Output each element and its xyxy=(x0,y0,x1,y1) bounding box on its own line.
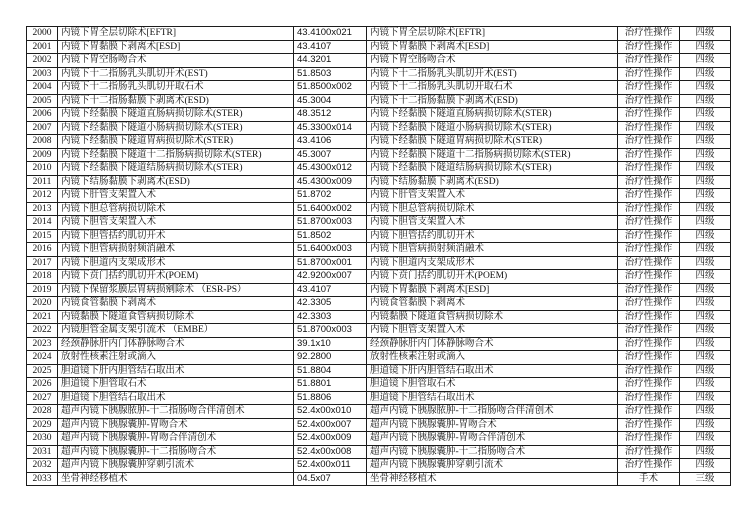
procedure-code-cell: 51.8502 xyxy=(294,229,367,243)
procedure-code-cell: 51.8700x001 xyxy=(294,256,367,270)
category-cell: 治疗性操作 xyxy=(618,297,680,311)
table-row xyxy=(27,256,731,270)
procedure-name-cell: 超声内镜下胰腺囊肿-胃吻合伴清创术 xyxy=(58,432,294,446)
procedure-name-cell: 内镜下胃空肠吻合术 xyxy=(58,54,294,68)
standard-name-cell: 超声内镜下胰腺囊肿-胃吻合术 xyxy=(367,418,618,432)
row-number-cell: 2017 xyxy=(27,256,58,270)
table-row xyxy=(27,81,731,95)
level-cell: 四级 xyxy=(680,27,731,41)
level-cell: 四级 xyxy=(680,229,731,243)
row-number-cell: 2026 xyxy=(27,378,58,392)
row-number-cell: 2028 xyxy=(27,405,58,419)
category-cell: 治疗性操作 xyxy=(618,378,680,392)
procedure-code-cell: 92.2800 xyxy=(294,351,367,365)
table-row xyxy=(27,310,731,324)
level-cell: 四级 xyxy=(680,432,731,446)
category-cell: 治疗性操作 xyxy=(618,108,680,122)
procedure-code-cell: 52.4x00x011 xyxy=(294,459,367,473)
procedure-code-cell: 51.8500x002 xyxy=(294,81,367,95)
category-cell: 治疗性操作 xyxy=(618,135,680,149)
row-number-cell: 2024 xyxy=(27,351,58,365)
procedure-code-cell: 52.4x00x009 xyxy=(294,432,367,446)
level-cell: 四级 xyxy=(680,148,731,162)
category-cell: 治疗性操作 xyxy=(618,391,680,405)
row-number-cell: 2031 xyxy=(27,445,58,459)
procedure-name-cell: 内镜下结肠黏膜下剥离术(ESD) xyxy=(58,175,294,189)
standard-name-cell: 内镜下胆道内支架成形术 xyxy=(367,256,618,270)
procedure-name-cell: 坐骨神经移植术 xyxy=(58,472,294,486)
procedure-code-cell: 43.4107 xyxy=(294,40,367,54)
row-number-cell: 2030 xyxy=(27,432,58,446)
standard-name-cell: 内镜下十二指肠乳头肌切开术(EST) xyxy=(367,67,618,81)
procedure-name-cell: 胆道镜下胆管取石术 xyxy=(58,378,294,392)
category-cell: 治疗性操作 xyxy=(618,81,680,95)
standard-name-cell: 内镜下肝管支架置入术 xyxy=(367,189,618,203)
level-cell: 四级 xyxy=(680,459,731,473)
row-number-cell: 2013 xyxy=(27,202,58,216)
category-cell: 治疗性操作 xyxy=(618,459,680,473)
row-number-cell: 2000 xyxy=(27,27,58,41)
table-row xyxy=(27,324,731,338)
level-cell: 四级 xyxy=(680,256,731,270)
category-cell: 治疗性操作 xyxy=(618,270,680,284)
standard-name-cell: 内镜下结肠黏膜下剥离术(ESD) xyxy=(367,175,618,189)
level-cell: 四级 xyxy=(680,81,731,95)
procedure-code-cell: 43.4107 xyxy=(294,283,367,297)
table-row xyxy=(27,297,731,311)
row-number-cell: 2012 xyxy=(27,189,58,203)
standard-name-cell: 胆道镜下肝内胆管结石取出术 xyxy=(367,364,618,378)
category-cell: 治疗性操作 xyxy=(618,418,680,432)
level-cell: 四级 xyxy=(680,283,731,297)
row-number-cell: 2023 xyxy=(27,337,58,351)
standard-name-cell: 超声内镜下胰腺囊肿穿刺引流术 xyxy=(367,459,618,473)
category-cell: 治疗性操作 xyxy=(618,189,680,203)
procedure-name-cell: 内镜下胆管病损射频消融术 xyxy=(58,243,294,257)
category-cell: 治疗性操作 xyxy=(618,405,680,419)
procedure-name-cell: 内镜下贲门括约肌切开术(POEM) xyxy=(58,270,294,284)
procedure-code-cell: 52.4x00x007 xyxy=(294,418,367,432)
procedure-code-cell: 51.8503 xyxy=(294,67,367,81)
standard-name-cell: 内镜下胆管支架置入术 xyxy=(367,324,618,338)
category-cell: 治疗性操作 xyxy=(618,283,680,297)
level-cell: 四级 xyxy=(680,270,731,284)
procedure-code-cell: 04.5x07 xyxy=(294,472,367,486)
procedure-code-cell: 45.4300x009 xyxy=(294,175,367,189)
procedure-name-cell: 内镜下经黏膜下隧道结肠病损切除术(STER) xyxy=(58,162,294,176)
category-cell: 治疗性操作 xyxy=(618,432,680,446)
standard-name-cell: 坐骨神经移植术 xyxy=(367,472,618,486)
procedure-code-cell: 39.1x10 xyxy=(294,337,367,351)
table-row xyxy=(27,216,731,230)
procedure-name-cell: 胆道镜下肝内胆管结石取出术 xyxy=(58,364,294,378)
table-row xyxy=(27,243,731,257)
table-row xyxy=(27,445,731,459)
level-cell: 四级 xyxy=(680,418,731,432)
procedure-name-cell: 内镜胆管金属支架引流术 （EMBE） xyxy=(58,324,294,338)
category-cell: 治疗性操作 xyxy=(618,175,680,189)
table-row xyxy=(27,40,731,54)
standard-name-cell: 内镜下胆总管病损切除术 xyxy=(367,202,618,216)
procedure-name-cell: 内镜下胆总管病损切除术 xyxy=(58,202,294,216)
procedure-code-cell: 42.3303 xyxy=(294,310,367,324)
row-number-cell: 2009 xyxy=(27,148,58,162)
row-number-cell: 2027 xyxy=(27,391,58,405)
category-cell: 治疗性操作 xyxy=(618,445,680,459)
standard-name-cell: 内镜下胆管括约肌切开术 xyxy=(367,229,618,243)
table-row xyxy=(27,337,731,351)
procedure-name-cell: 超声内镜下胰腺囊肿-十二指肠吻合术 xyxy=(58,445,294,459)
table-row xyxy=(27,121,731,135)
procedure-name-cell: 内镜下经黏膜下隧道小肠病损切除术(STER) xyxy=(58,121,294,135)
standard-name-cell: 经颈静脉肝内门体静脉吻合术 xyxy=(367,337,618,351)
category-cell: 治疗性操作 xyxy=(618,229,680,243)
category-cell: 治疗性操作 xyxy=(618,337,680,351)
procedure-code-cell: 51.6400x002 xyxy=(294,202,367,216)
category-cell: 治疗性操作 xyxy=(618,67,680,81)
row-number-cell: 2021 xyxy=(27,310,58,324)
category-cell: 治疗性操作 xyxy=(618,351,680,365)
level-cell: 四级 xyxy=(680,162,731,176)
table-row xyxy=(27,351,731,365)
level-cell: 四级 xyxy=(680,405,731,419)
level-cell: 四级 xyxy=(680,216,731,230)
procedure-name-cell: 内镜下胃黏膜下剥离术[ESD] xyxy=(58,40,294,54)
category-cell: 治疗性操作 xyxy=(618,216,680,230)
procedure-name-cell: 内镜下经黏膜下隧道胃病损切除术(STER) xyxy=(58,135,294,149)
table-row xyxy=(27,459,731,473)
level-cell: 四级 xyxy=(680,40,731,54)
procedure-code-cell: 45.3007 xyxy=(294,148,367,162)
level-cell: 四级 xyxy=(680,54,731,68)
procedure-code-cell: 51.8702 xyxy=(294,189,367,203)
procedure-name-cell: 内镜下十二指肠乳头肌切开术(EST) xyxy=(58,67,294,81)
table-row xyxy=(27,378,731,392)
level-cell: 四级 xyxy=(680,243,731,257)
level-cell: 四级 xyxy=(680,94,731,108)
standard-name-cell: 内镜食管黏膜下剥离术 xyxy=(367,297,618,311)
standard-name-cell: 内镜黏膜下隧道食管病损切除术 xyxy=(367,310,618,324)
level-cell: 四级 xyxy=(680,310,731,324)
category-cell: 治疗性操作 xyxy=(618,121,680,135)
table-row xyxy=(27,202,731,216)
standard-name-cell: 胆道镜下胆管取石术 xyxy=(367,378,618,392)
row-number-cell: 2032 xyxy=(27,459,58,473)
row-number-cell: 2011 xyxy=(27,175,58,189)
level-cell: 四级 xyxy=(680,67,731,81)
standard-name-cell: 内镜下胃空肠吻合术 xyxy=(367,54,618,68)
procedure-code-cell: 51.8804 xyxy=(294,364,367,378)
procedure-code-cell: 42.3305 xyxy=(294,297,367,311)
procedure-name-cell: 超声内镜下胰腺囊肿-胃吻合术 xyxy=(58,418,294,432)
row-number-cell: 2014 xyxy=(27,216,58,230)
procedure-name-cell: 内镜食管黏膜下剥离术 xyxy=(58,297,294,311)
procedure-name-cell: 经颈静脉肝内门体静脉吻合术 xyxy=(58,337,294,351)
row-number-cell: 2002 xyxy=(27,54,58,68)
row-number-cell: 2001 xyxy=(27,40,58,54)
procedure-name-cell: 内镜下经黏膜下隧道十二指肠病损切除术(STER) xyxy=(58,148,294,162)
table-row xyxy=(27,432,731,446)
procedure-code-cell: 51.8801 xyxy=(294,378,367,392)
procedure-name-cell: 内镜下胆管括约肌切开术 xyxy=(58,229,294,243)
table-row xyxy=(27,135,731,149)
table-row xyxy=(27,108,731,122)
procedure-code-cell: 51.8806 xyxy=(294,391,367,405)
level-cell: 四级 xyxy=(680,202,731,216)
standard-name-cell: 内镜下经黏膜下隧道直肠病损切除术(STER) xyxy=(367,108,618,122)
procedure-table xyxy=(26,26,731,486)
standard-name-cell: 内镜下十二指肠黏膜下剥离术(ESD) xyxy=(367,94,618,108)
procedure-name-cell: 内镜下胆道内支架成形术 xyxy=(58,256,294,270)
row-number-cell: 2016 xyxy=(27,243,58,257)
level-cell: 四级 xyxy=(680,189,731,203)
table-row xyxy=(27,175,731,189)
procedure-code-cell: 42.9200x007 xyxy=(294,270,367,284)
procedure-name-cell: 内镜下十二指肠黏膜下剥离术(ESD) xyxy=(58,94,294,108)
procedure-code-cell: 43.4106 xyxy=(294,135,367,149)
row-number-cell: 2019 xyxy=(27,283,58,297)
table-row xyxy=(27,472,731,486)
category-cell: 治疗性操作 xyxy=(618,364,680,378)
level-cell: 四级 xyxy=(680,297,731,311)
table-row xyxy=(27,67,731,81)
level-cell: 四级 xyxy=(680,121,731,135)
level-cell: 四级 xyxy=(680,175,731,189)
table-row xyxy=(27,27,731,41)
category-cell: 治疗性操作 xyxy=(618,94,680,108)
procedure-name-cell: 内镜下肝管支架置入术 xyxy=(58,189,294,203)
procedure-name-cell: 胆道镜下胆管结石取出术 xyxy=(58,391,294,405)
row-number-cell: 2025 xyxy=(27,364,58,378)
procedure-name-cell: 内镜下胃全层切除术[EFTR] xyxy=(58,27,294,41)
category-cell: 治疗性操作 xyxy=(618,27,680,41)
standard-name-cell: 内镜下贲门括约肌切开术(POEM) xyxy=(367,270,618,284)
category-cell: 治疗性操作 xyxy=(618,243,680,257)
row-number-cell: 2005 xyxy=(27,94,58,108)
level-cell: 四级 xyxy=(680,364,731,378)
table-row xyxy=(27,162,731,176)
procedure-code-cell: 43.4100x021 xyxy=(294,27,367,41)
row-number-cell: 2008 xyxy=(27,135,58,149)
procedure-code-cell: 52.4x00x010 xyxy=(294,405,367,419)
table-row xyxy=(27,283,731,297)
level-cell: 四级 xyxy=(680,391,731,405)
row-number-cell: 2018 xyxy=(27,270,58,284)
category-cell: 治疗性操作 xyxy=(618,54,680,68)
standard-name-cell: 内镜下经黏膜下隧道胃病损切除术(STER) xyxy=(367,135,618,149)
standard-name-cell: 内镜下胆管病损射频消融术 xyxy=(367,243,618,257)
category-cell: 治疗性操作 xyxy=(618,162,680,176)
standard-name-cell: 内镜下十二指肠乳头肌切开取石术 xyxy=(367,81,618,95)
procedure-name-cell: 放射性核素注射或滴入 xyxy=(58,351,294,365)
table-row xyxy=(27,270,731,284)
row-number-cell: 2006 xyxy=(27,108,58,122)
procedure-code-cell: 45.4300x012 xyxy=(294,162,367,176)
procedure-name-cell: 超声内镜下胰腺囊肿穿刺引流术 xyxy=(58,459,294,473)
table-row xyxy=(27,94,731,108)
procedure-code-cell: 51.6400x003 xyxy=(294,243,367,257)
level-cell: 三级 xyxy=(680,472,731,486)
row-number-cell: 2033 xyxy=(27,472,58,486)
procedure-code-cell: 45.3300x014 xyxy=(294,121,367,135)
level-cell: 四级 xyxy=(680,445,731,459)
row-number-cell: 2010 xyxy=(27,162,58,176)
row-number-cell: 2029 xyxy=(27,418,58,432)
procedure-name-cell: 内镜黏膜下隧道食管病损切除术 xyxy=(58,310,294,324)
procedure-code-cell: 44.3201 xyxy=(294,54,367,68)
category-cell: 手术 xyxy=(618,472,680,486)
row-number-cell: 2007 xyxy=(27,121,58,135)
standard-name-cell: 超声内镜下胰腺脓肿-十二指肠吻合伴清创术 xyxy=(367,405,618,419)
procedure-name-cell: 内镜下保留浆膜层胃病损剜除术 （ESR-PS） xyxy=(58,283,294,297)
level-cell: 四级 xyxy=(680,108,731,122)
standard-name-cell: 内镜下经黏膜下隧道十二指肠病损切除术(STER) xyxy=(367,148,618,162)
standard-name-cell: 内镜下经黏膜下隧道小肠病损切除术(STER) xyxy=(367,121,618,135)
standard-name-cell: 胆道镜下胆管结石取出术 xyxy=(367,391,618,405)
table-row xyxy=(27,54,731,68)
procedure-code-cell: 51.8700x003 xyxy=(294,324,367,338)
table-row xyxy=(27,391,731,405)
table-row xyxy=(27,364,731,378)
row-number-cell: 2022 xyxy=(27,324,58,338)
level-cell: 四级 xyxy=(680,324,731,338)
standard-name-cell: 放射性核素注射或滴入 xyxy=(367,351,618,365)
procedure-code-cell: 48.3512 xyxy=(294,108,367,122)
category-cell: 治疗性操作 xyxy=(618,256,680,270)
procedure-name-cell: 内镜下十二指肠乳头肌切开取石术 xyxy=(58,81,294,95)
category-cell: 治疗性操作 xyxy=(618,310,680,324)
category-cell: 治疗性操作 xyxy=(618,148,680,162)
standard-name-cell: 内镜下胃全层切除术[EFTR] xyxy=(367,27,618,41)
procedure-name-cell: 超声内镜下胰腺脓肿-十二指肠吻合伴清创术 xyxy=(58,405,294,419)
row-number-cell: 2003 xyxy=(27,67,58,81)
row-number-cell: 2015 xyxy=(27,229,58,243)
table-row xyxy=(27,189,731,203)
standard-name-cell: 内镜下经黏膜下隧道结肠病损切除术(STER) xyxy=(367,162,618,176)
standard-name-cell: 内镜下胃黏膜下剥离术[ESD] xyxy=(367,40,618,54)
table-row xyxy=(27,418,731,432)
standard-name-cell: 内镜下胃黏膜下剥离术[ESD] xyxy=(367,283,618,297)
category-cell: 治疗性操作 xyxy=(618,202,680,216)
level-cell: 四级 xyxy=(680,135,731,149)
level-cell: 四级 xyxy=(680,378,731,392)
standard-name-cell: 超声内镜下胰腺囊肿-胃吻合伴清创术 xyxy=(367,432,618,446)
table-row xyxy=(27,148,731,162)
procedure-name-cell: 内镜下胆管支架置入术 xyxy=(58,216,294,230)
table-row xyxy=(27,405,731,419)
category-cell: 治疗性操作 xyxy=(618,40,680,54)
standard-name-cell: 超声内镜下胰腺囊肿-十二指肠吻合术 xyxy=(367,445,618,459)
level-cell: 四级 xyxy=(680,351,731,365)
procedure-code-cell: 52.4x00x008 xyxy=(294,445,367,459)
row-number-cell: 2004 xyxy=(27,81,58,95)
table-row xyxy=(27,229,731,243)
row-number-cell: 2020 xyxy=(27,297,58,311)
procedure-code-cell: 45.3004 xyxy=(294,94,367,108)
level-cell: 四级 xyxy=(680,337,731,351)
standard-name-cell: 内镜下胆管支架置入术 xyxy=(367,216,618,230)
procedure-code-cell: 51.8700x003 xyxy=(294,216,367,230)
procedure-name-cell: 内镜下经黏膜下隧道直肠病损切除术(STER) xyxy=(58,108,294,122)
category-cell: 治疗性操作 xyxy=(618,324,680,338)
